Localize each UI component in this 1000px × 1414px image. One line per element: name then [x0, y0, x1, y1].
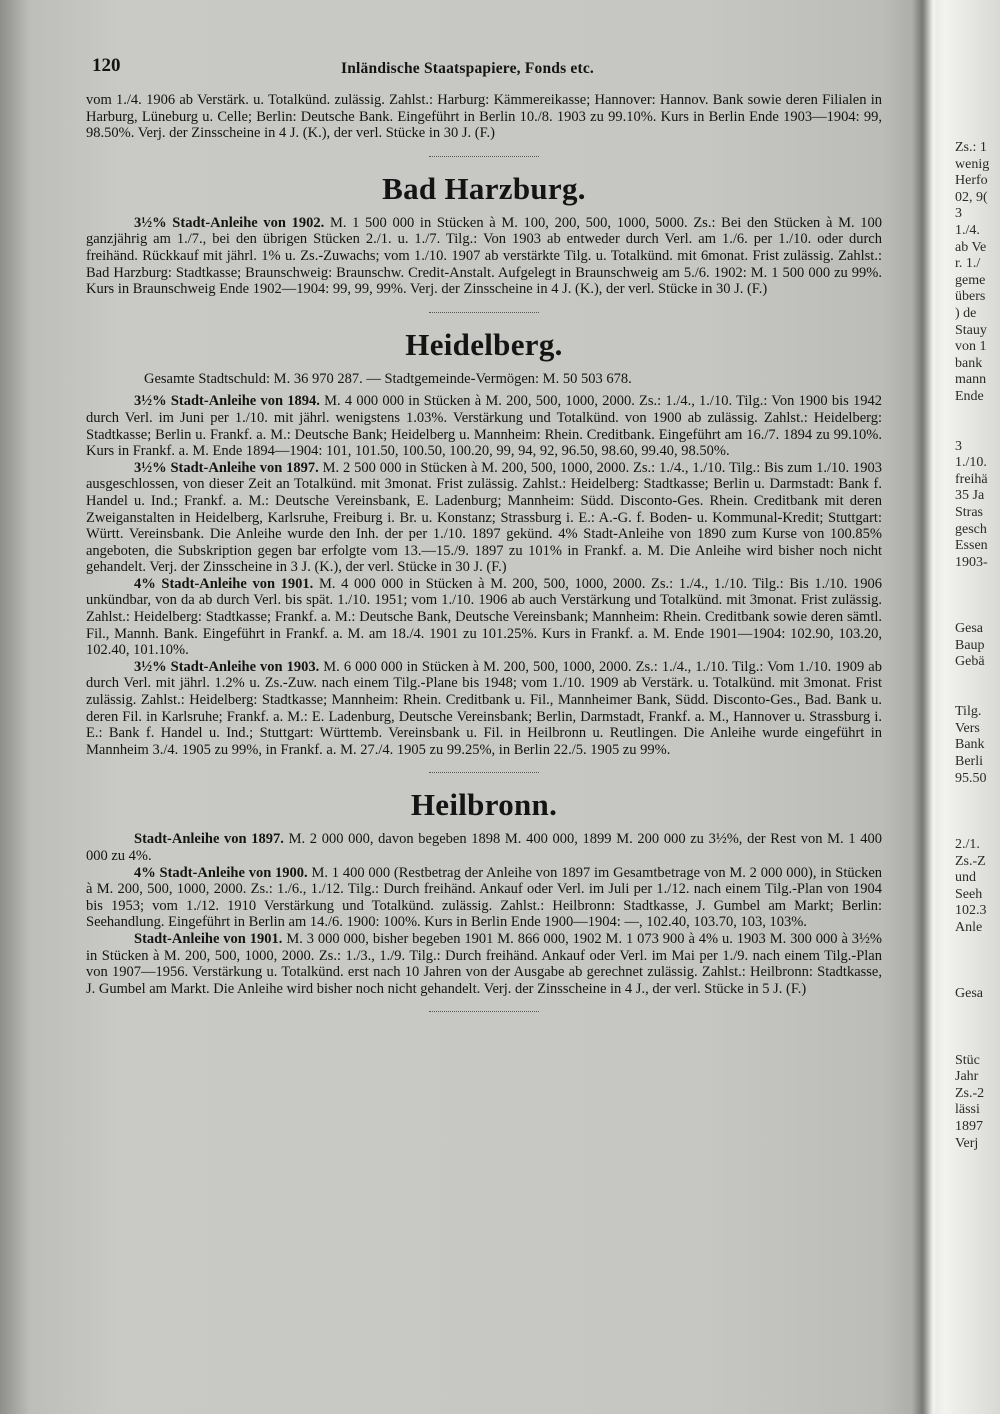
loan-heading: 3½% Stadt-Anleihe von 1903. [134, 658, 320, 675]
loan-heading: 4% Stadt-Anleihe von 1901. [134, 575, 314, 592]
adjacent-fragment: 3 [955, 438, 962, 454]
adjacent-fragment: und [955, 870, 976, 886]
adjacent-fragment: Berli [955, 753, 983, 769]
fragment-spacer [955, 1003, 1000, 1020]
loan-entry [86, 215, 882, 298]
fragment-spacer [955, 953, 1000, 970]
adjacent-fragment: Zs.-Z [955, 853, 986, 869]
adjacent-fragment: ab Ve [955, 239, 987, 255]
adjacent-fragment: Vers [955, 720, 980, 736]
adjacent-fragment: Essen [955, 538, 988, 554]
fragment-spacer [955, 406, 1000, 423]
fragment-spacer [955, 422, 1000, 439]
loan-text: M. 6 000 000 in Stücken à M. 200, 500, 1000, 2000. Zs.: 1./4., 1./10. Tilg.: Vom 1./10. 1909 ab durch Verl. mit jährl. 1.2% u. Zs.-Zuw. nach einem Tilg.-Plane bis 1948; vom 1./10. 1909 ab Verstärk. u. Totalkünd. mit 3monat. Frist zulässig. Zahlst.: Heidelberg: Stadtkasse; Mannheim: Rhein. Creditbank u. Fil., Mannheimer Bank, Südd. Disconto-Ges., Bad. Bank u. deren Fil. in Karlsruhe; Frankf. a. M.: E. Ladenburg, Deutsche Vereinsbank; Berlin, Darmstadt, Frankf. a. M., Hannover u. Strassburg i. E.: Bank f. Handel u. Ind.; Stuttgart: Württemb. Vereinsbank u. Fil. in Heilbronn u. Reutlingen. Die Anleihe wurde eingeführt in Mannheim 3./4. 1905 zu 99%, in Frankf. a. M. 27./4. 1905 zu 99.25%, in Berlin 22./5. 1905 zu 99%. [86, 658, 882, 758]
continuation-paragraph: vom 1./4. 1906 ab Verstärk. u. Totalkünd. zulässig. Zahlst.: Harburg: Kämmereikasse; Hannover: Hannov. Bank sowie deren Filialen in Harburg, Lüneburg u. Celle; Berlin: Deutsche Bank. Eingeführt in Berlin 10./8. 1903 zu 99.10%. Kurs in Berlin Ende 1903—1904: 99, 98.50%. Verj. der Zinsscheine in 4 J. (K.), der verl. Stücke in 30 J. (F.) [86, 92, 882, 142]
adjacent-fragment: lässi [955, 1102, 980, 1118]
adjacent-page-fragments [955, 140, 1000, 1152]
fragment-spacer [955, 688, 1000, 705]
book-gutter [912, 0, 936, 1414]
adjacent-fragment: Gesa [955, 621, 983, 637]
loan-entry [86, 931, 882, 997]
adjacent-fragment: ) de [955, 305, 977, 321]
adjacent-fragment: bank [955, 355, 983, 371]
adjacent-fragment: Stras [955, 505, 983, 521]
adjacent-fragment: Ende [955, 388, 984, 404]
adjacent-fragment: von 1 [955, 339, 987, 355]
section-title: Heilbronn. [410, 787, 558, 823]
fragment-spacer [955, 937, 1000, 954]
fragment-spacer [955, 671, 1000, 688]
section-divider [429, 312, 539, 313]
adjacent-fragment: gesch [955, 521, 987, 537]
loan-heading: 3½% Stadt-Anleihe von 1902. [134, 214, 325, 231]
adjacent-fragment: 35 Ja [955, 488, 985, 504]
loan-text: M. 4 000 000 in Stücken à M. 200, 500, 1000, 2000. Zs.: 1./4., 1./10. Tilg.: Von 1900 bis 1942 durch Verl. im Juni per 1./10. mit jährl. wenigstens 1.03%. Verstärkung und Totalkünd. von 1900 ab zulässig. Zahlst.: Heidelberg: Stadtkasse; Berlin u. Frankf. a. M.: Deutsche Bank; Heidelberg u. Mannheim: Rhein. Creditbank. Eingeführt am 16./7. 1894 zu 99.10%. Kurs in Frankf. a. M. Ende 1894—1904: 101, 101.50, 100.50, 100.20, 99, 94, 92, 96.50, 98.60, 99.40, 98.50%. [86, 393, 883, 460]
adjacent-fragment: geme [955, 272, 986, 288]
loan-entry [86, 460, 882, 576]
adjacent-fragment: freihä [955, 471, 988, 487]
adjacent-fragment: 1897 [955, 1119, 983, 1135]
loan-text: M. 3 000 000, bisher begeben 1901 M. 866 000, 1902 M. 1 073 900 à 4% u. 1903 M. 300 000 à 3½% in Stücken à M. 200, 500, 1000, 2000. Zs.: 1./3., 1./9. Tilg.: Durch freihänd. Ankauf oder Verl. im Mai per 1./9. nach einem Tilg.-Plan von 1907—1956. Verstärkung u. Totalkünd. erst nach 10 Jahren von der Ausgabe ab gerechnet zulässig. Zahlst.: Heilbronn: Stadtkasse, J. Gumbel am Markt. Die Anleihe wird bisher noch nicht gehandelt. Verj. der Zinsscheine in 4 J., der verl. Stücke in 5 J. (F.) [86, 930, 882, 997]
loan-text: M. 2 500 000 in Stücken à M. 200, 500, 1000, 2000. Zs.: 1./4., 1./10. Tilg.: Bis zum 1./10. 1903 ausgeschlossen, von dieser Zeit an Totalkünd. mit 3monat. Frist zulässig. Zahlst.: Heidelberg: Stadtkasse; Berlin u. Darmstadt: Bank f. Handel u. Ind.; Frankf. a. M.: Deutsche Vereinsbank, E. Ladenburg; Mannheim: Südd. Disconto-Ges. Rhein. Creditbank mit deren Zweiganstalten in Heidelberg, Karlsruhe, Freiburg i. Br. u. Konstanz; Strassburg i. E.: A.-G. f. Boden- u. Kommunal-Kredit; Stuttgart: Württ. Vereinsbank. Die Anleihe wurde den Inh. der per 1./10. 1897 gekünd. 4% Stadt-Anleihe von 1890 zum Kurse von 100.85% angeboten, die Subskription gegen bar erfolgte vom 13.—15./9. 1897 zu 101% in Frankf. a. M. Die Anleihe wird bisher noch nicht gehandelt. Verj. der Zinsscheine in 3 J. (K.), der verl. Stücke in 30 J. (F.) [86, 459, 882, 576]
loan-heading: Stadt-Anleihe von 1897. [134, 831, 284, 848]
adjacent-fragment: Jahr [955, 1069, 979, 1085]
adjacent-fragment: Gebä [955, 654, 985, 670]
section-title: Heidelberg. [405, 326, 563, 362]
loan-text: M. 2 000 000, davon begeben 1898 M. 400 000, 1899 M. 200 000 zu 3½%, der Rest von M. 1 400 000 zu 4%. [86, 831, 882, 864]
adjacent-fragment: Gesa [955, 986, 983, 1002]
loan-text: M. 4 000 000 in Stücken à M. 200, 500, 1000, 2000. Zs.: 1./4., 1./10. Tilg.: Bis 1./10. 1906 unkündbar, von da ab durch Verl. bis spät. 1./10. 1951; vom 1./10. 1906 ab auch Verstärkung und Totalkünd. mit 3monat. Frist zulässig. Zahlst.: Heidelberg: Stadtkasse; Frankf. a. M.: Deutsche Bank, Deutsche Vereinsbank; Mannheim: Rhein. Creditbank sowie deren sämtl. Fil., Mannh. Bank. Eingeführt in Frankf. a. M. am 18./4. 1901 zu 101.25%. Kurs in Frankf. a. M. Ende 1901—1904: 102.90, 103.20, 102.40, 101.10%. [86, 575, 882, 659]
loan-entry [86, 393, 882, 459]
fragment-spacer [955, 787, 1000, 804]
section-divider [429, 772, 539, 773]
adjacent-fragment: 102.3 [955, 903, 987, 919]
loan-heading: Stadt-Anleihe von 1901. [134, 930, 283, 947]
adjacent-fragment: 1903- [955, 554, 988, 570]
adjacent-fragment: 3 [955, 206, 962, 222]
loan-text: M. 1 400 000 (Restbetrag der Anleihe von 1897 im Gesamtbetrage von M. 2 000 000), in Stücken à M. 200, 500, 1000, 2000. Zs.: 1./6., 1./12. Tilg.: Durch freihänd. Ankauf oder Verl. im Juli per 1./12. nach einem Tilg.-Plan von 1904 bis 1953; vom 1./12. 1910 Verstärkung und Totalkünd. zulässig. Zahlst.: Heilbronn: Stadtkasse, J. Gumbel am Markt; Berlin: Seehandlung. Eingeführt in Berlin am 14./6. 1900: 100%. Kurs in Berlin Ende 1900—1904: —, 102.40, 103.70, 103, 103%. [86, 864, 883, 931]
adjacent-fragment: Seeh [955, 886, 983, 902]
section-title: Bad Harzburg. [382, 170, 586, 206]
adjacent-fragment: übers [955, 289, 986, 305]
fragment-spacer [955, 1019, 1000, 1036]
loan-entry [86, 831, 882, 864]
fragment-spacer [955, 804, 1000, 821]
section-intro: Gesamte Stadtschuld: M. 36 970 287. — Stadtgemeinde-Vermögen: M. 50 503 678. [144, 370, 632, 387]
adjacent-fragment: mann [955, 372, 987, 388]
adjacent-fragment: Stüc [955, 1052, 980, 1068]
loan-entry [86, 576, 882, 659]
section-heilbronn [86, 787, 882, 997]
adjacent-fragment: 1./4. [955, 222, 980, 238]
adjacent-fragment: Bank [955, 737, 985, 753]
adjacent-fragment: 2./1. [955, 836, 980, 852]
loan-entry [86, 865, 882, 931]
page-number: 120 [92, 55, 121, 76]
adjacent-fragment: Zs.-2 [955, 1085, 985, 1101]
section-heidelberg [86, 327, 882, 759]
section-bad-harzburg [86, 171, 882, 298]
adjacent-fragment: wenig [955, 156, 990, 172]
fragment-spacer [955, 1036, 1000, 1053]
fragment-spacer [955, 820, 1000, 837]
loan-heading: 3½% Stadt-Anleihe von 1897. [134, 459, 319, 476]
adjacent-fragment: Herfo [955, 173, 988, 189]
page-header [86, 52, 882, 84]
adjacent-fragment: 02, 9( [955, 189, 988, 205]
adjacent-fragment: Anle [955, 919, 983, 935]
fragment-spacer [955, 605, 1000, 622]
running-title: Inländische Staatspapiere, Fonds etc. [341, 60, 594, 77]
adjacent-fragment: 1./10. [955, 455, 987, 471]
adjacent-fragment: Baup [955, 637, 985, 653]
adjacent-fragment: Stauy [955, 322, 987, 338]
loan-text: M. 1 500 000 in Stücken à M. 100, 200, 500, 1000, 5000. Zs.: Bei den Stücken à M. 100 ganzjährig am 1./7., bei den übrigen Stücken 2./1. u. 1./7. Tilg.: Von 1903 ab entweder durch Verl. am 1./6. per 1./10. oder durch freihänd. Rückkauf mit jährl. 1% u. Zs.-Zuwachs; vom 1./10. 1907 ab verstärkte Tilg. u. Totalkünd. mit 6monat. Frist zulässig. Zahlst.: Bad Harzburg: Stadtkasse; Braunschweig: Braunschw. Credit-Anstalt. Aufgelegt in Braunschweig am 5./6. 1902: M. 1 500 000 zu 99%. Kurs in Braunschweig Ende 1902—1904: 99, 99, 99%. Verj. der Zinsscheine in 4 J. (K.), der verl. Stücke in 30 J. (F.) [86, 214, 883, 298]
adjacent-fragment: Zs.: 1 [955, 140, 987, 155]
section-divider [429, 156, 539, 157]
loan-entry [86, 659, 882, 759]
section-divider [429, 1011, 539, 1012]
adjacent-fragment: r. 1./ [955, 256, 981, 272]
fragment-spacer [955, 571, 1000, 588]
loan-heading: 4% Stadt-Anleihe von 1900. [134, 864, 308, 881]
fragment-spacer [955, 970, 1000, 987]
adjacent-fragment: Tilg. [955, 704, 982, 720]
fragment-spacer [955, 588, 1000, 605]
adjacent-fragment: 95.50 [955, 770, 987, 786]
main-column [86, 52, 882, 1026]
adjacent-fragment: Verj [955, 1135, 979, 1151]
loan-heading: 3½% Stadt-Anleihe von 1894. [134, 393, 320, 410]
